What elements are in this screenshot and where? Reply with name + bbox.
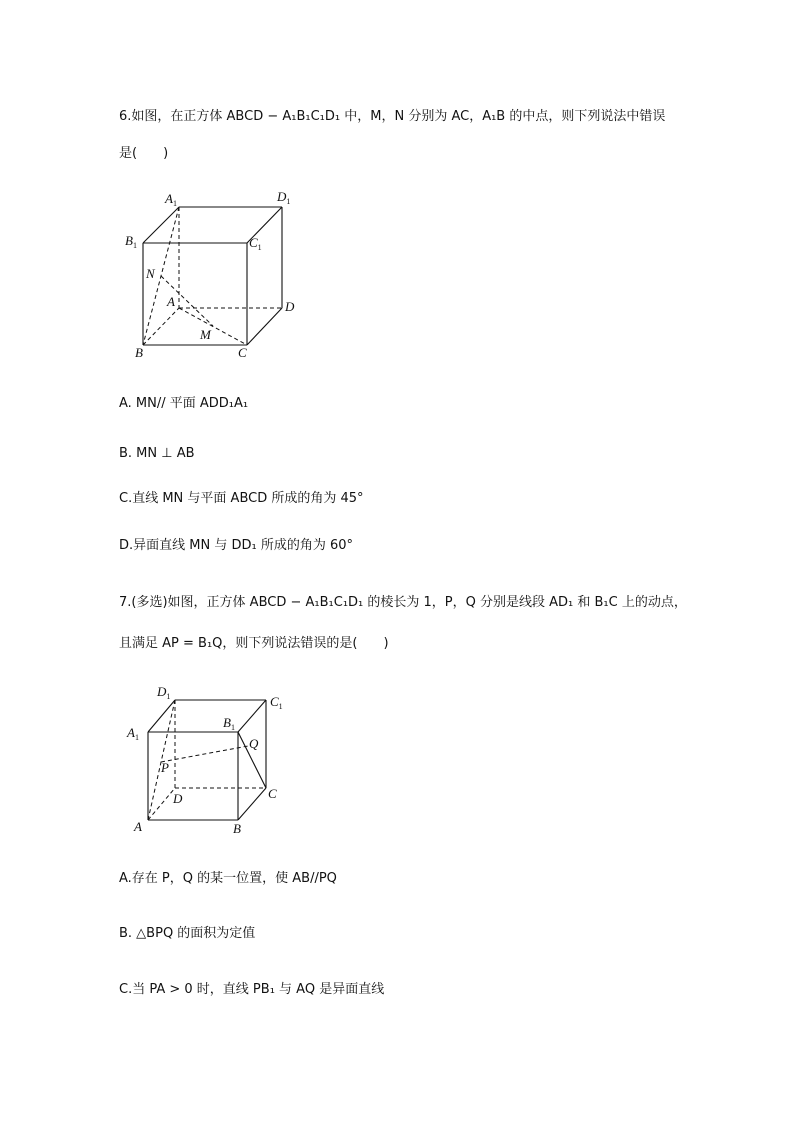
q6-option-d: D.异面直线 MN 与 DD₁ 所成的角为 60° [119, 538, 354, 553]
q7-label-b: B [233, 821, 241, 836]
q7-label-q: Q [249, 736, 259, 751]
q6-cube-figure [120, 185, 320, 369]
q7-label-b1: $B_1$ [223, 715, 235, 732]
q6-label-a: A [167, 294, 175, 309]
q7-option-c: C.当 PA > 0 时，直线 PB₁ 与 AQ 是异面直线 [119, 982, 385, 997]
q7-option-a: A.存在 P，Q 的某一位置，使 AB//PQ [119, 871, 337, 886]
q7-label-p: P [161, 760, 169, 775]
q6-label-a1: $A_1$ [165, 191, 177, 208]
q6-label-m: M [200, 327, 211, 342]
q6-stem-line2: 是( ) [119, 146, 169, 161]
q7-cube-figure [120, 680, 320, 849]
q6-label-b1: $B_1$ [125, 233, 137, 250]
q7-label-a: A [134, 819, 142, 834]
q7-label-c: C [268, 786, 277, 801]
q7-stem-line2: 且满足 AP = B₁Q，则下列说法错误的是( ) [119, 636, 389, 651]
q7-stem-line1: 7.(多选)如图，正方体 ABCD − A₁B₁C₁D₁ 的棱长为 1，P，Q 分别是线段 AD₁ 和 B₁C 上的动点， [119, 595, 687, 610]
q6-label-c: C [238, 345, 247, 360]
q7-label-d1: $D_1$ [157, 684, 171, 701]
q6-option-c: C.直线 MN 与平面 ABCD 所成的角为 45° [119, 491, 364, 506]
q7-label-d: D [173, 791, 183, 806]
q7-label-a1: $A_1$ [127, 725, 139, 742]
q6-label-d: D [285, 299, 295, 314]
q6-option-a: A. MN// 平面 ADD₁A₁ [119, 396, 249, 411]
q6-label-c1: $C_1$ [249, 235, 262, 252]
q6-label-b: B [135, 345, 143, 360]
q7-option-b: B. △BPQ 的面积为定值 [119, 926, 256, 941]
q6-label-n: N [146, 266, 155, 281]
q6-option-b: B. MN ⊥ AB [119, 446, 195, 461]
q7-label-c1: $C_1$ [270, 694, 283, 711]
q6-stem-line1: 6.如图，在正方体 ABCD − A₁B₁C₁D₁ 中，M，N 分别为 AC，A₁B 的中点，则下列说法中错误 [119, 109, 666, 124]
q6-label-d1: $D_1$ [277, 189, 291, 206]
